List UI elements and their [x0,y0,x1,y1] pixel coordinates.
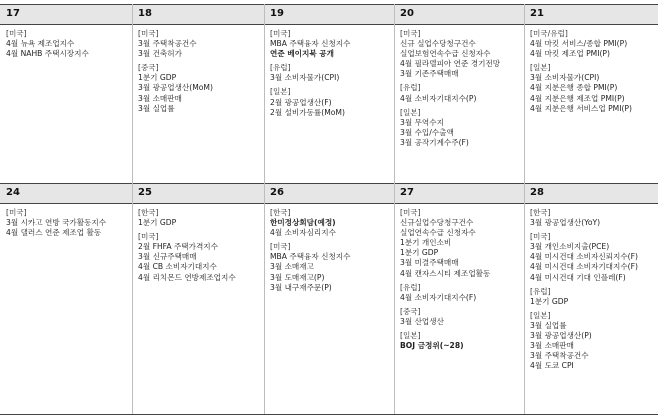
event-item: 4월 마킷 제조업 PMI(P) [530,49,610,59]
event-item: 3월 산업생산 [400,316,444,326]
day-events [6,29,130,179]
divider [264,4,265,414]
event-item: 3월 소비자물가(CPI) [530,73,600,83]
event-item: 4월 지분은행 서비스업 PMI(P) [530,103,632,113]
event-item: 1분기 GDP [138,218,177,228]
event-item: 실업연속수급 신청자수 [400,228,476,238]
day-number: 25 [138,187,152,198]
event-item: 2월 광공업생산(F) [270,97,332,107]
divider [0,24,658,25]
region-label: [일본] [400,331,421,341]
region-label: [한국] [138,208,159,217]
event-item: 2월 설비가동률(MoM) [270,107,345,117]
region-label: [일본] [270,87,291,97]
event-item: 4월 마킷 서비스/종합 PMI(P) [530,39,628,49]
divider [0,414,658,415]
event-item: 1분기 개인소비 [400,238,452,248]
day-number: 18 [138,8,152,19]
region-label: [미국] [6,208,27,217]
event-item: 3월 주택착공건수 [530,351,589,361]
region-label: [미국] [270,242,291,252]
event-item: 4월 도쿄 CPI [530,361,574,371]
day-number: 26 [270,187,284,198]
event-item: 4월 소비자기대지수(P) [400,93,477,103]
day-number: 24 [6,187,20,198]
event-item: 1분기 GDP [138,73,177,83]
divider [0,203,658,204]
event-item: 4월 미시건대 기대 인플레(F) [530,272,626,282]
region-label: [중국] [400,306,421,316]
region-label: [한국] [530,208,551,217]
day-events [270,208,392,413]
week-header-row [0,4,658,24]
region-label: [일본] [400,107,421,117]
event-item: 4월 미시건대 소비자신뢰지수(F) [530,252,638,262]
event-item: 4월 필라델피아 연준 경기전망 [400,59,501,69]
event-item: 2월 FHFA 주택가격지수 [138,242,218,252]
day-events [400,29,522,179]
region-label: [한국] [270,208,291,217]
day-events [138,29,262,179]
event-item: 4월 지분은행 제조업 PMI(P) [530,93,625,103]
region-label: [유럽] [530,286,551,296]
week-header-row [0,183,658,203]
event-item: MBA 주택융자 신청지수 [270,39,351,49]
day-number: 28 [530,187,544,198]
event-item: 연준 베이지북 공개 [270,49,334,59]
event-item: 4월 리치몬드 연방제조업지수 [138,272,236,282]
day-number: 17 [6,8,20,19]
event-item: 3월 개인소비지출(PCE) [530,242,610,252]
region-label: [일본] [530,63,551,73]
event-item: 3월 미결주택매매 [400,258,459,268]
event-item: 4월 소비자기대지수(F) [400,292,477,302]
event-item: 3월 무역수지 [400,117,444,127]
event-item: 3월 기존주택매매 [400,69,459,79]
event-item: 1분기 GDP [400,248,439,258]
divider [0,183,658,184]
region-label: [중국] [138,63,159,73]
event-item: 4월 댈러스 연준 제조업 활동 [6,228,102,238]
day-events [138,208,262,413]
region-label: [미국] [6,29,27,38]
event-item: 4월 NAHB 주택시장지수 [6,49,89,59]
event-item: 3월 소매재고 [270,262,314,272]
event-item: 3월 광공업생산(MoM) [138,83,213,93]
region-label: [유럽] [400,83,421,93]
day-events [530,29,656,179]
event-item: 한미정상회담(예정) [270,218,336,228]
event-item: 3월 시카고 연방 국가활동지수 [6,218,107,228]
day-events [400,208,522,413]
event-item: 4월 미시건대 소비자기대지수(F) [530,262,638,272]
region-label: [미국] [270,29,291,38]
region-label: [유럽] [400,282,421,292]
divider [394,4,395,414]
event-item: 3월 광공업생산(YoY) [530,218,601,228]
event-item: 3월 내구재주문(P) [270,282,332,292]
event-item: 4월 CB 소비자기대지수 [138,262,217,272]
day-number: 27 [400,187,414,198]
event-item: 3월 수입/수출액 [400,127,454,137]
region-label: [유럽] [270,63,291,73]
event-item: 4월 뉴욕 제조업지수 [6,39,75,49]
event-item: 3월 실업률 [138,103,175,113]
region-label: [미국] [138,232,159,242]
event-item: 3월 소매판매 [530,341,574,351]
region-label: [미국] [530,232,551,242]
event-item: 3월 광공업생산(P) [530,331,592,341]
divider [524,4,525,414]
divider [0,4,658,5]
event-item: 4월 캔자스시티 제조업활동 [400,268,491,278]
event-item: 3월 공작기계수주(F) [400,137,469,147]
day-number: 20 [400,8,414,19]
event-item: 3월 도매재고(P) [270,272,325,282]
event-item: 4월 지분은행 종합 PMI(P) [530,83,618,93]
day-events [530,208,656,413]
region-label: [일본] [530,310,551,320]
event-item: 3월 소비자물가(CPI) [270,73,340,83]
event-item: 신규 실업수당청구건수 [400,39,476,49]
event-item: 3월 신규주택매매 [138,252,197,262]
divider [132,4,133,414]
event-item: 신규실업수당청구건수 [400,218,474,228]
region-label: [미국] [138,29,159,38]
event-item: 3월 소매판매 [138,93,182,103]
day-events [270,29,392,179]
event-item: 실업보험연속수급 신청자수 [400,49,491,59]
region-label: [미국] [400,29,421,38]
event-item: 1분기 GDP [530,296,569,306]
region-label: [미국/유럽] [530,29,568,38]
event-item: 3월 건축허가 [138,49,182,59]
day-number: 19 [270,8,284,19]
event-item: BOJ 금정위(~28) [400,341,464,351]
region-label: [미국] [400,208,421,217]
event-item: 3월 주택착공건수 [138,39,197,49]
event-item: 4월 소비자심리지수 [270,228,336,238]
event-item: MBA 주택융자 신청지수 [270,252,351,262]
day-number: 21 [530,8,544,19]
day-events [6,208,130,413]
event-item: 3월 실업률 [530,320,567,330]
